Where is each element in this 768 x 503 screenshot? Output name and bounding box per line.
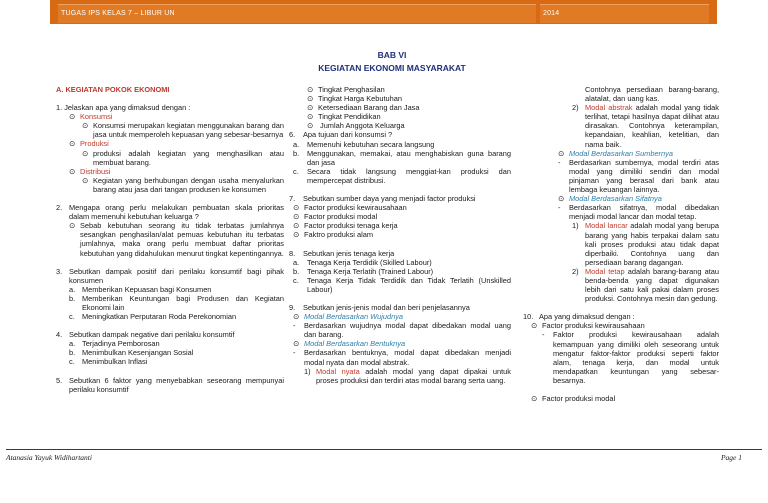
modal-bentuk-heading: Modal Berdasarkan Bentuknya <box>304 339 406 349</box>
modal-tetap-number: 2) <box>572 266 579 276</box>
question-5: Sebutkan 6 faktor yang menyebabkan seseorang mempunyai perilaku konsumtif <box>69 375 284 394</box>
answer-3a: Memberikan Kepuasan bagi Konsumen <box>82 284 212 294</box>
bullet-icon: ⊙ <box>531 321 538 331</box>
bullet-icon: ⊙ <box>69 166 76 176</box>
answer-2: Sebab kebutuhan seorang itu tidak terbatas jumlahnya sesangkan penghasilan/alat pemuas kebutuhan itu terbatas jumlahnya, maka orang perlu membuat daftar prioritas kebutuhan yang didahulukan menurut tingkat kepentingannya. <box>80 221 284 258</box>
modal-abstrak-term: Modal abstrak <box>585 103 633 113</box>
bullet-icon: ⊙ <box>82 148 89 158</box>
modal-nyata-continued: Contohnya persediaan barang-barang, alatalat, dan uang kas. <box>585 85 719 104</box>
answer-8a: Tenaga Kerja Terdidik (Skilled Labour) <box>307 257 432 267</box>
factor-1: Tingkat Penghasilan <box>318 85 385 94</box>
factor-4: Tingkat Pendidikan <box>318 112 381 122</box>
modal-sumber-def: Berdasarkan sumbernya, modal terdiri atas modal yang dimiliki sendiri dan modal pinjaman yang berasal dari bank atau lembaga keuangan lainnya. <box>569 157 719 195</box>
question-4: Sebutkan dampak negative dari perilaku konsumtif <box>69 330 235 340</box>
bullet-icon: ⊙ <box>82 121 89 131</box>
modal-wujud-heading: Modal Berdasarkan Wujudnya <box>304 312 404 322</box>
def-produksi: produksi adalah kegiatan yang menghasilkan atau membuat barang. <box>93 148 284 167</box>
answer-7-3: Factor produksi tenaga kerja <box>304 221 398 231</box>
answer-8c: Tenaga Kerja Tidak Terdidik dan Tidak Terlatih (Unskilled Labour) <box>307 275 511 294</box>
modal-tetap-def: adalah barang-barang atau benda-benda yang dapat digunakan lebih dari satu kali pakai dalam proses produksi. Contohnya mesin dan gedung. <box>585 266 719 304</box>
bullet-icon: ⊙ <box>82 175 89 185</box>
def-distribusi: Kegiatan yang berhubungan dengan usaha menyalurkan barang atau jasa dari tangan produsen ke konsumen <box>93 175 284 194</box>
answer-4a: Terjadinya Pemborosan <box>82 339 160 349</box>
term-distribusi: Distribusi <box>80 166 111 176</box>
question-6: Apa tujuan dari konsumsi ? <box>303 130 393 140</box>
answer-7-2: Factor produksi modal <box>304 212 378 222</box>
answer-3b: Memberikan Keuntungan bagi Produsen dan Kegiatan Ekonomi lain <box>82 293 284 312</box>
dash-icon: - <box>293 321 296 331</box>
answer-3c: Meningkatkan Perputaran Roda Perekonomian <box>82 312 237 322</box>
bullet-icon: ⊙ <box>293 230 300 240</box>
header-course-box <box>58 4 536 23</box>
term-konsumsi: Konsumsi <box>80 112 113 122</box>
modal-bentuk-def: Berdasarkan bentuknya, modal dapat dibedakan menjadi modal nyata dan modal abstrak. <box>304 348 511 367</box>
question-10-item-2: Factor produksi modal <box>542 394 616 403</box>
answer-6a: Memenuhi kebutuhan secara langsung <box>307 139 435 149</box>
answer-4b: Menimbulkan Kesenjangan Sosial <box>82 348 194 358</box>
footer-rule <box>6 449 762 450</box>
chapter-label: BAB VI <box>377 50 407 60</box>
column-3: Contohnya persediaan barang-barang, alatalat, dan uang kas. 2) Modal abstrak adalah modal yang tidak terlihat, tetapi hasilnya dapat dilihat atau dirasakan. Contohnya keterampilan, kepandaian, keahlian, ketelitian, dan nama baik. ⊙ Modal Berdasarkan Sumbernya - Berdasarkan sumbernya, modal terdiri atas modal yang dimiliki sendiri dan modal pinjaman yang berasal dari bank atau lembaga keuangan lainnya. ⊙ Modal Berdasarkan Sifatnya - Berdasarkan sifatnya, modal dibedakan menjadi modal lancar dan modal tetap. 1) Modal lancar adalah modal yang berupa barang yang habis terpakai dalam satu kali proses produksi atau tidak dapat diperbaiki. Contohnya uang dan persediaan barang dagangan. 2) Modal tetap adalah barang-barang atau benda-benda yang dapat digunakan lebih dari satu kali pakai dalam proses produksi. Contohnya mesin dan gedung. 10. Apa yang dimaksud dengan : ⊙ Factor produksi kewirausahaan - Faktor produksi kewirausahaan adalah kemampuan yang dimiliki oleh seseorang untuk mengatur faktor-faktor produksi seperti faktor alam, tenaga kerja, dan modal untuk mendapatkan keuntungan yang sebesar-besarnya. ⊙ Factor produksi modal <box>523 85 719 403</box>
bullet-icon: ⊙ <box>531 394 538 403</box>
column-1: A. KEGIATAN POKOK EKONOMI 1. Jelaskan apa yang dimaksud dengan : ⊙ Konsumsi ⊙ Konsumsi merupakan kegiatan menggunakan barang dan jasa untuk memperoleh kepuasan yang sebesar-besarnya ⊙ Produksi ⊙ produksi adalah kegiatan yang menghasilkan atau membuat barang. ⊙ Distribusi ⊙ Kegiatan yang berhubungan dengan usaha menyalurkan barang atau jasa dari tangan produsen ke konsumen 2. Mengapa orang perlu melakukan pembuatan skala prioritas dalam memenuhi kebutuhan keluarga ? ⊙ Sebab kebutuhan seorang itu tidak terbatas jumlahnya sesangkan penghasilan/alat pemuas kebutuhan itu terbatas jumlahnya, maka orang perlu membuat daftar prioritas kebutuhan yang didahulukan menurut tingkat kepentingannya. 3. Sebutkan dampak positif dari perilaku konsumtif bagi pihak konsumen a. Memberikan Kepuasan bagi Konsumen b. Memberikan Keuntungan bagi Produsen dan Kegiatan Ekonomi lain c. Meningkatkan Perputaran Roda Perekonomian 4. Sebutkan dampak negative dari perilaku konsumtif a. Terjadinya Pemborosan b. Menimbulkan Kesenjangan Sosial c. Menimbulkan Inflasi 5. Sebutkan 6 faktor yang menyebabkan seseorang mempunyai perilaku konsumtif <box>56 85 284 394</box>
question-8: Sebutkan jenis tenaga kerja <box>303 248 395 258</box>
modal-abstrak-number: 2) <box>572 103 579 113</box>
bullet-icon: ⊙ <box>558 148 565 158</box>
bullet-icon: ⊙ <box>558 194 565 204</box>
chapter-title: KEGIATAN EKONOMI MASYARAKAT <box>318 63 466 73</box>
modal-abstrak-def: adalah modal yang tidak terlihat, tetapi hasilnya dapat dilihat atau dirasakan. Contohnya keterampilan, kepandaian, keahlian, ketelitian, dan nama baik. <box>585 103 719 149</box>
bullet-icon: ⊙ <box>293 312 300 322</box>
modal-lancar-def: adalah modal yang berupa barang yang habis terpakai dalam satu kali proses produksi atau tidak dapat diperbaiki. Contohnya uang dan persediaan barang dagangan. <box>585 221 719 267</box>
modal-nyata-def: adalah modal yang dapat dipakai untuk proses produksi dan terdiri atas modal barang serta uang. <box>316 366 511 385</box>
section-heading: A. KEGIATAN POKOK EKONOMI <box>56 85 170 94</box>
modal-sumber-heading: Modal Berdasarkan Sumbernya <box>569 148 673 158</box>
dash-icon: - <box>293 348 296 358</box>
bullet-icon: ⊙ <box>69 112 76 122</box>
question-3: Sebutkan dampak positif dari perilaku konsumtif bagi pihak konsumen <box>69 266 284 285</box>
modal-tetap-term: Modal tetap <box>585 266 625 276</box>
bullet-icon: ⊙ <box>293 221 300 231</box>
bullet-icon: ⊙ <box>307 112 314 122</box>
modal-nyata-number: 1) <box>304 366 311 376</box>
question-1: 1. Jelaskan apa yang dimaksud dengan : <box>56 103 191 113</box>
modal-lancar-term: Modal lancar <box>585 221 628 231</box>
bullet-icon: ⊙ <box>293 203 300 213</box>
answer-7-4: Faktro produksi alam <box>304 230 374 240</box>
dash-icon: - <box>558 157 561 167</box>
header-year-box <box>540 4 709 23</box>
bullet-icon: ⊙ <box>69 221 76 231</box>
modal-lancar-number: 1) <box>572 221 579 231</box>
bullet-icon: ⊙ <box>293 212 300 222</box>
question-10-item-1-def: Faktor produksi kewirausahaan adalah kemampuan yang dimiliki oleh seseorang untuk mengatur faktor-faktor produksi seperti faktor alam, tenaga kerja, dan modal untuk mendapatkan keuntungan yang sebesar-besarnya. <box>553 330 719 385</box>
bullet-icon: ⊙ <box>293 339 300 349</box>
question-7: Sebutkan sumber daya yang menjadi factor produksi <box>303 194 476 204</box>
bullet-icon: ⊙ <box>307 94 314 104</box>
answer-4c: Menimbulkan Inflasi <box>82 357 148 367</box>
bullet-icon: ⊙ <box>69 139 76 149</box>
column-2: ⊙ Tingkat Penghasilan ⊙ Tingkat Harga Kebutuhan ⊙ Ketersediaan Barang dan Jasa ⊙ Tingkat Pendidikan ⊙ Jumlah Anggota Keluarga 6. Apa tujuan dari konsumsi ? a. Memenuhi kebutuhan secara langsung b. Menggunakan, memakai, atau menghabiskan guna barang dan jasa c. Secara tidak langsung menggiat-kan produksi dan mempercepat distribusi. 7. Sebutkan sumber daya yang menjadi factor produksi ⊙ Factor produksi kewirausahaan ⊙ Factor produksi modal ⊙ Factor produksi tenaga kerja ⊙ Faktro produksi alam 8. Sebutkan jenis tenaga kerja a. Tenaga Kerja Terdidik (Skilled Labour) b. Tenaga Kerja Terlatih (Trained Labour) c. Tenaga Kerja Tidak Terdidik dan Tidak Terlatih (Unskilled Labour) 9. Sebutkan jenis-jenis modal dan beri penjelasannya ⊙ Modal Berdasarkan Wujudnya - Berdasarkan wujudnya modal dapat dibedakan modal uang dan barang. ⊙ Modal Berdasarkan Bentuknya - Berdasarkan bentuknya, modal dapat dibedakan menjadi modal nyata dan modal abstrak. 1) Modal nyata adalah modal yang dapat dipakai untuk proses produksi dan terdiri atas modal barang serta uang. <box>289 85 511 385</box>
header-year: 2014 <box>543 10 560 17</box>
term-produksi: Produksi <box>80 139 109 149</box>
factor-5: Jumlah Anggota Keluarga <box>320 121 405 131</box>
header-course: TUGAS IPS KELAS 7 – LIBUR UN <box>61 10 175 17</box>
modal-sifat-def: Berdasarkan sifatnya, modal dibedakan menjadi modal lancar dan modal tetap. <box>569 203 719 222</box>
footer-page-number: Page 1 <box>720 453 742 462</box>
factor-2: Tingkat Harga Kebutuhan <box>318 94 402 104</box>
question-10-item-1: Factor produksi kewirausahaan <box>542 321 645 331</box>
modal-nyata-term: Modal nyata <box>316 366 360 376</box>
bullet-icon: ⊙ <box>307 103 314 113</box>
answer-6b: Menggunakan, memakai, atau menghabiskan guna barang dan jasa <box>307 148 511 167</box>
answer-7-1: Factor produksi kewirausahaan <box>304 203 407 213</box>
bullet-icon: ⊙ <box>307 85 314 94</box>
footer-author: Atanasia Yayuk Widihartanti <box>6 453 92 462</box>
question-9: Sebutkan jenis-jenis modal dan beri penjelasannya <box>303 302 470 312</box>
answer-8b: Tenaga Kerja Terlatih (Trained Labour) <box>307 266 434 276</box>
def-konsumsi: Konsumsi merupakan kegiatan menggunakan barang dan jasa untuk memperoleh kepuasan yang sebesar-besarnya <box>93 121 284 140</box>
factor-3: Ketersediaan Barang dan Jasa <box>318 103 420 113</box>
question-2: Mengapa orang perlu melakukan pembuatan skala prioritas dalam memenuhi kebutuhan keluarga ? <box>69 203 284 222</box>
header-bar <box>50 0 717 24</box>
answer-6c: Secara tidak langsung menggiat-kan produksi dan mempercepat distribusi. <box>307 166 511 185</box>
modal-wujud-def: Berdasarkan wujudnya modal dapat dibedakan modal uang dan barang. <box>304 321 511 340</box>
bullet-icon: ⊙ <box>307 121 314 131</box>
dash-icon: - <box>542 330 545 340</box>
modal-sifat-heading: Modal Berdasarkan Sifatnya <box>569 194 662 204</box>
dash-icon: - <box>558 203 561 213</box>
question-10: Apa yang dimaksud dengan : <box>539 312 635 322</box>
